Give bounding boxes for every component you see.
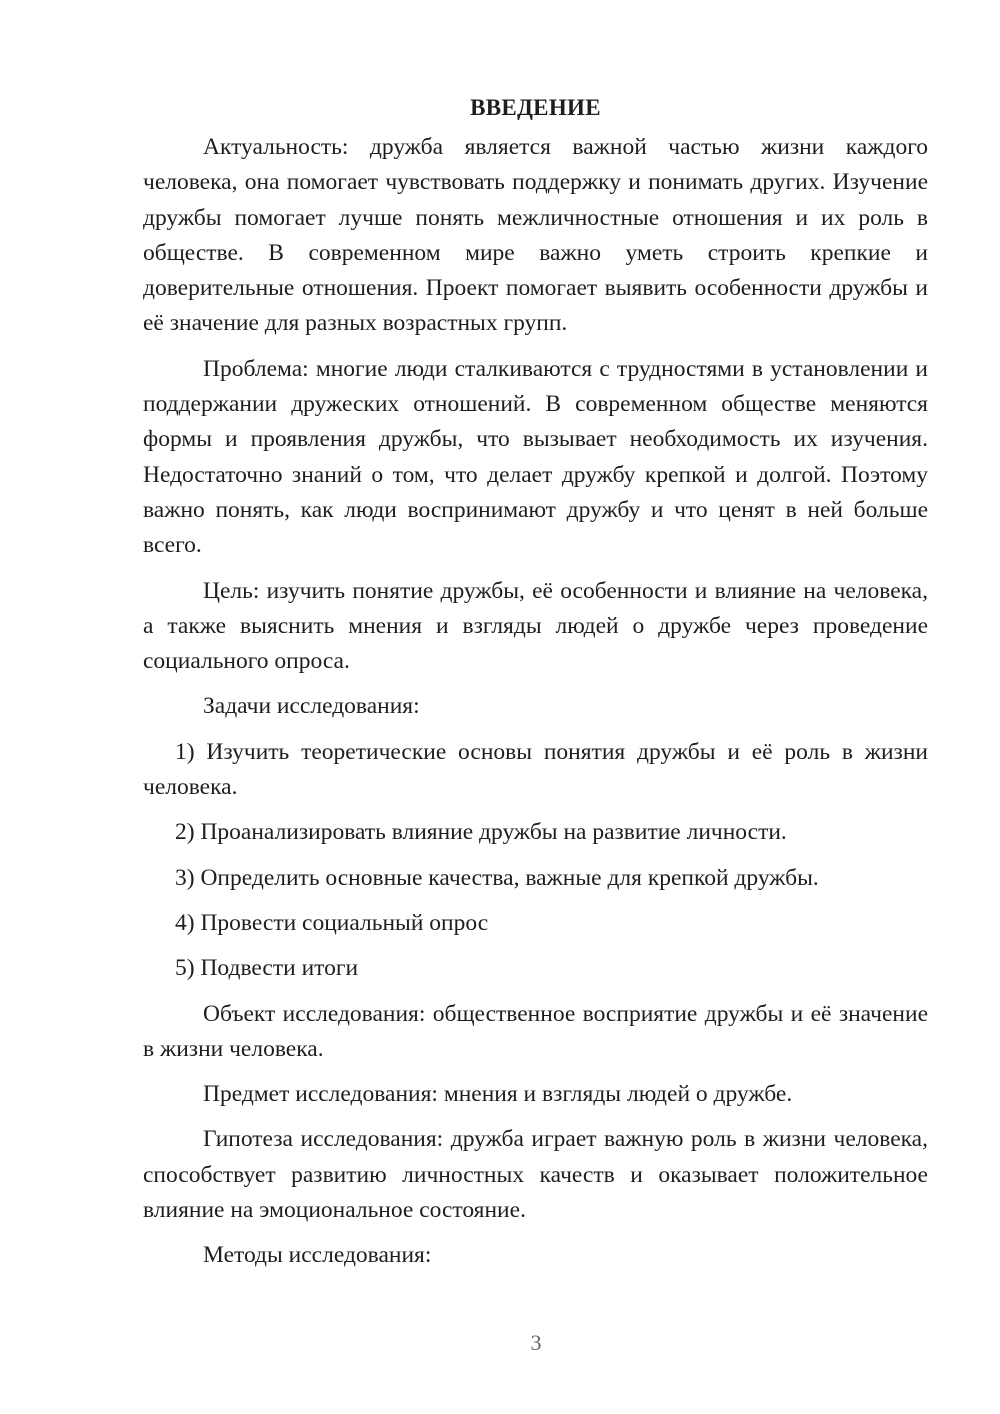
list-item: 2) Проанализировать влияние дружбы на развитие личности. bbox=[175, 819, 787, 846]
hypothesis-paragraph: Гипотеза исследования: дружба играет важную роль в жизни человека, способствует развитию личностных качеств и оказывает положительное влияние на эмоциональное состояние. bbox=[143, 1126, 928, 1224]
object-paragraph: Объект исследования: общественное восприятие дружбы и её значение в жизни человека. bbox=[143, 1000, 928, 1062]
tasks-heading: Задачи исследования: bbox=[203, 693, 420, 720]
section-title: ВВЕДЕНИЕ bbox=[470, 95, 601, 120]
document-body bbox=[143, 90, 928, 1274]
list-item: 1) Изучить теоретические основы понятия дружбы и её роль в жизни человека. bbox=[143, 738, 928, 801]
list-item: 3) Определить основные качества, важные для крепкой дружбы. bbox=[175, 864, 819, 891]
goal-paragraph: Цель: изучить понятие дружбы, её особенности и влияние на человека, а также выяснить мнения и взгляды людей о дружбе через проведение социального опроса. bbox=[143, 577, 928, 675]
list-item: 4) Провести социальный опрос bbox=[175, 909, 489, 936]
list-item: 5) Подвести итоги bbox=[175, 955, 359, 982]
methods-heading: Методы исследования: bbox=[203, 1242, 432, 1269]
relevance-paragraph: Актуальность: дружба является важной частью жизни каждого человека, она помогает чувствовать поддержку и понимать других. Изучение дружбы помогает лучше понять межличностные отношения и их роль в обществе. В современном мире важно уметь строить крепкие и доверительные отношения. Проект помогает выявить особенности дружбы и её значение для разных возрастных групп. bbox=[143, 134, 928, 337]
subject-paragraph: Предмет исследования: мнения и взгляды людей о дружбе. bbox=[203, 1081, 793, 1108]
problem-paragraph: Проблема: многие люди сталкиваются с трудностями в установлении и поддержании дружеских отношений. В современном обществе меняются формы и проявления дружбы, что вызывает необходимость их изучения. Недостаточно знаний о том, что делает дружбу крепкой и долгой. Поэтому важно понять, как люди воспринимают дружбу и что ценят в ней больше всего. bbox=[143, 355, 928, 559]
tasks-list bbox=[143, 735, 928, 987]
page-number: 3 bbox=[530, 1330, 542, 1355]
